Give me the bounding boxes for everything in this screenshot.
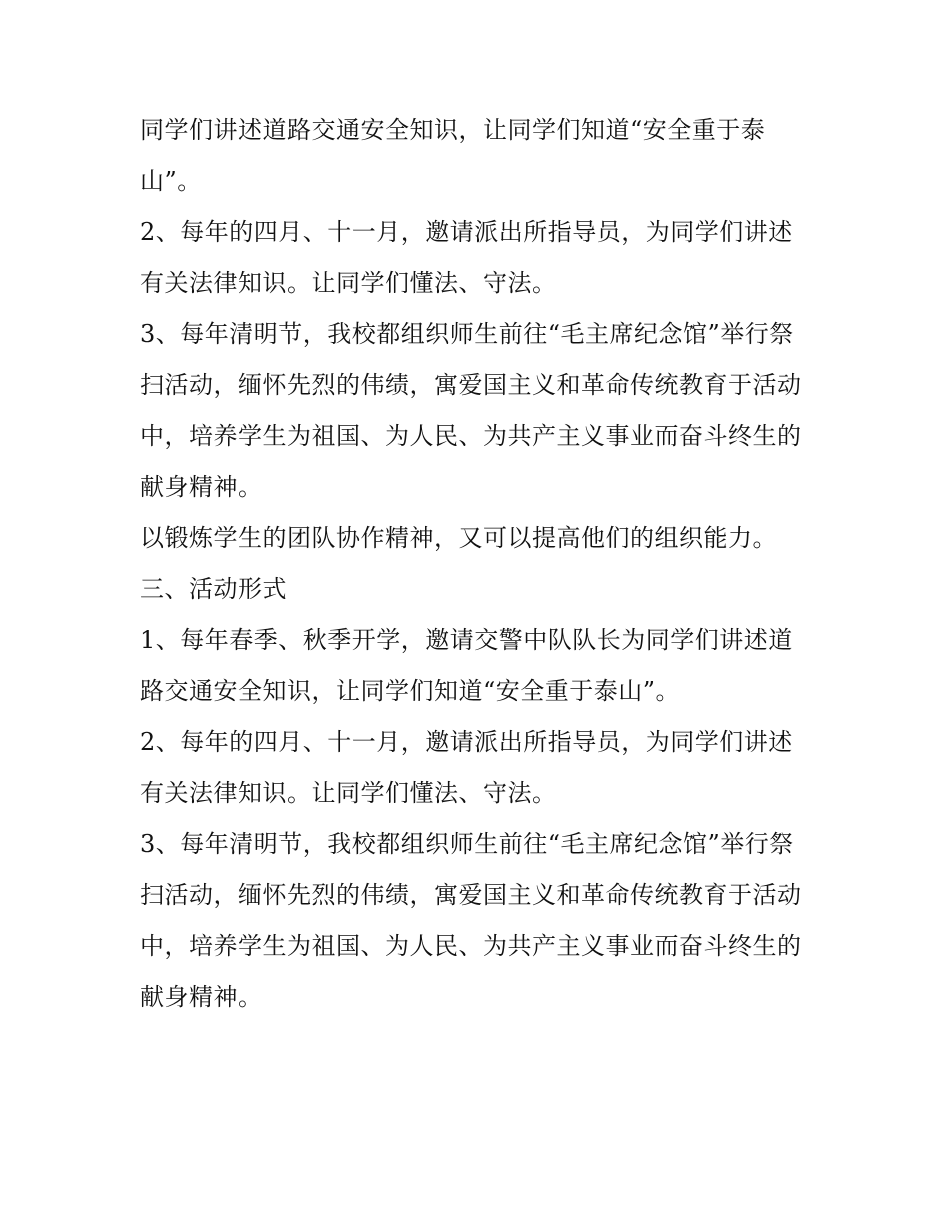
paragraph-line: 中，培养学生为祖国、为人民、为共产主义事业而奋斗终生的: [140, 932, 802, 960]
paragraph-line: 同学们讲述道路交通安全知识，让同学们知道“安全重于泰: [140, 116, 766, 144]
paragraph-line: 献身精神。: [140, 473, 263, 501]
paragraph-line: 以锻炼学生的团队协作精神，又可以提高他们的组织能力。: [140, 524, 777, 552]
paragraph-line: 献身精神。: [140, 983, 263, 1011]
paragraph-line: 扫活动，缅怀先烈的伟绩，寓爱国主义和革命传统教育于活动: [140, 371, 802, 399]
paragraph-line: 2、每年的四月、十一月，邀请派出所指导员，为同学们讲述: [140, 218, 793, 246]
section-heading: 三、活动形式: [140, 575, 287, 603]
paragraph-line: 2、每年的四月、十一月，邀请派出所指导员，为同学们讲述: [140, 728, 793, 756]
paragraph-line: 3、每年清明节，我校都组织师生前往“毛主席纪念馆”举行祭: [140, 830, 794, 858]
paragraph-line: 3、每年清明节，我校都组织师生前往“毛主席纪念馆”举行祭: [140, 320, 794, 348]
paragraph-line: 扫活动，缅怀先烈的伟绩，寓爱国主义和革命传统教育于活动: [140, 881, 802, 909]
paragraph-line: 有关法律知识。让同学们懂法、守法。: [140, 779, 557, 807]
paragraph-line: 山”。: [140, 167, 202, 195]
document-body: [140, 105, 820, 1023]
paragraph-line: 中，培养学生为祖国、为人民、为共产主义事业而奋斗终生的: [140, 422, 802, 450]
paragraph-line: 路交通安全知识，让同学们知道“安全重于泰山”。: [140, 677, 681, 705]
paragraph-line: 有关法律知识。让同学们懂法、守法。: [140, 269, 557, 297]
paragraph-line: 1、每年春季、秋季开学，邀请交警中队队长为同学们讲述道: [140, 626, 793, 654]
